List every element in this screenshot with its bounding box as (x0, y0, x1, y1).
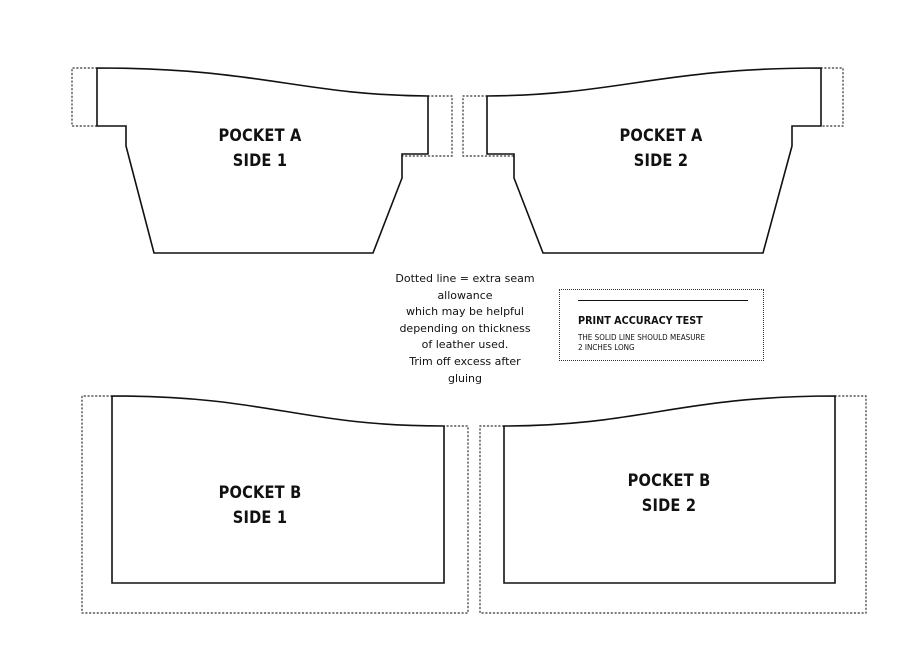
pocket-a-side-1-side: SIDE 1 (232, 151, 288, 171)
note-line: which may be helpful (406, 305, 524, 319)
print-test-instruction-2: 2 INCHES LONG (578, 343, 635, 352)
note-line: gluing (447, 371, 483, 385)
pocket-a-side-2-label (584, 124, 739, 174)
note-line: allowance (437, 288, 493, 302)
pocket-a-side-1-name: POCKET A (218, 126, 302, 146)
pocket-a-side-2-name: POCKET A (619, 126, 703, 146)
note-line: of leather used. (421, 338, 509, 352)
pocket-a-side-2-side: SIDE 2 (633, 151, 689, 171)
print-test-title: PRINT ACCURACY TEST (578, 315, 703, 327)
pocket-b-side-1-name: POCKET B (218, 483, 302, 503)
pocket-b-side-1-side: SIDE 1 (232, 508, 288, 528)
two-inch-reference-line (578, 300, 748, 301)
pocket-a-side-2-seam-allowance (821, 68, 843, 126)
pocket-b-side-1-label (183, 481, 338, 531)
note-line: Trim off excess after (409, 354, 521, 368)
pocket-b-side-2-label (592, 469, 747, 519)
pocket-a-side-1-seam-allowance-right (402, 96, 452, 156)
print-test-instruction: THE SOLID LINE SHOULD MEASURE (578, 333, 706, 342)
print-accuracy-test-box (559, 289, 764, 361)
seam-allowance-note (370, 271, 560, 387)
pocket-b-side-2-side: SIDE 2 (641, 496, 697, 516)
pocket-a-side-2-seam-allowance-left (463, 96, 514, 156)
pocket-b-side-2-name: POCKET B (627, 471, 711, 491)
note-line: depending on thickness (399, 321, 531, 335)
pocket-a-side-1-label (183, 124, 338, 174)
pocket-a-side-1-seam-allowance (72, 68, 97, 126)
note-line: Dotted line = extra seam (395, 272, 535, 285)
